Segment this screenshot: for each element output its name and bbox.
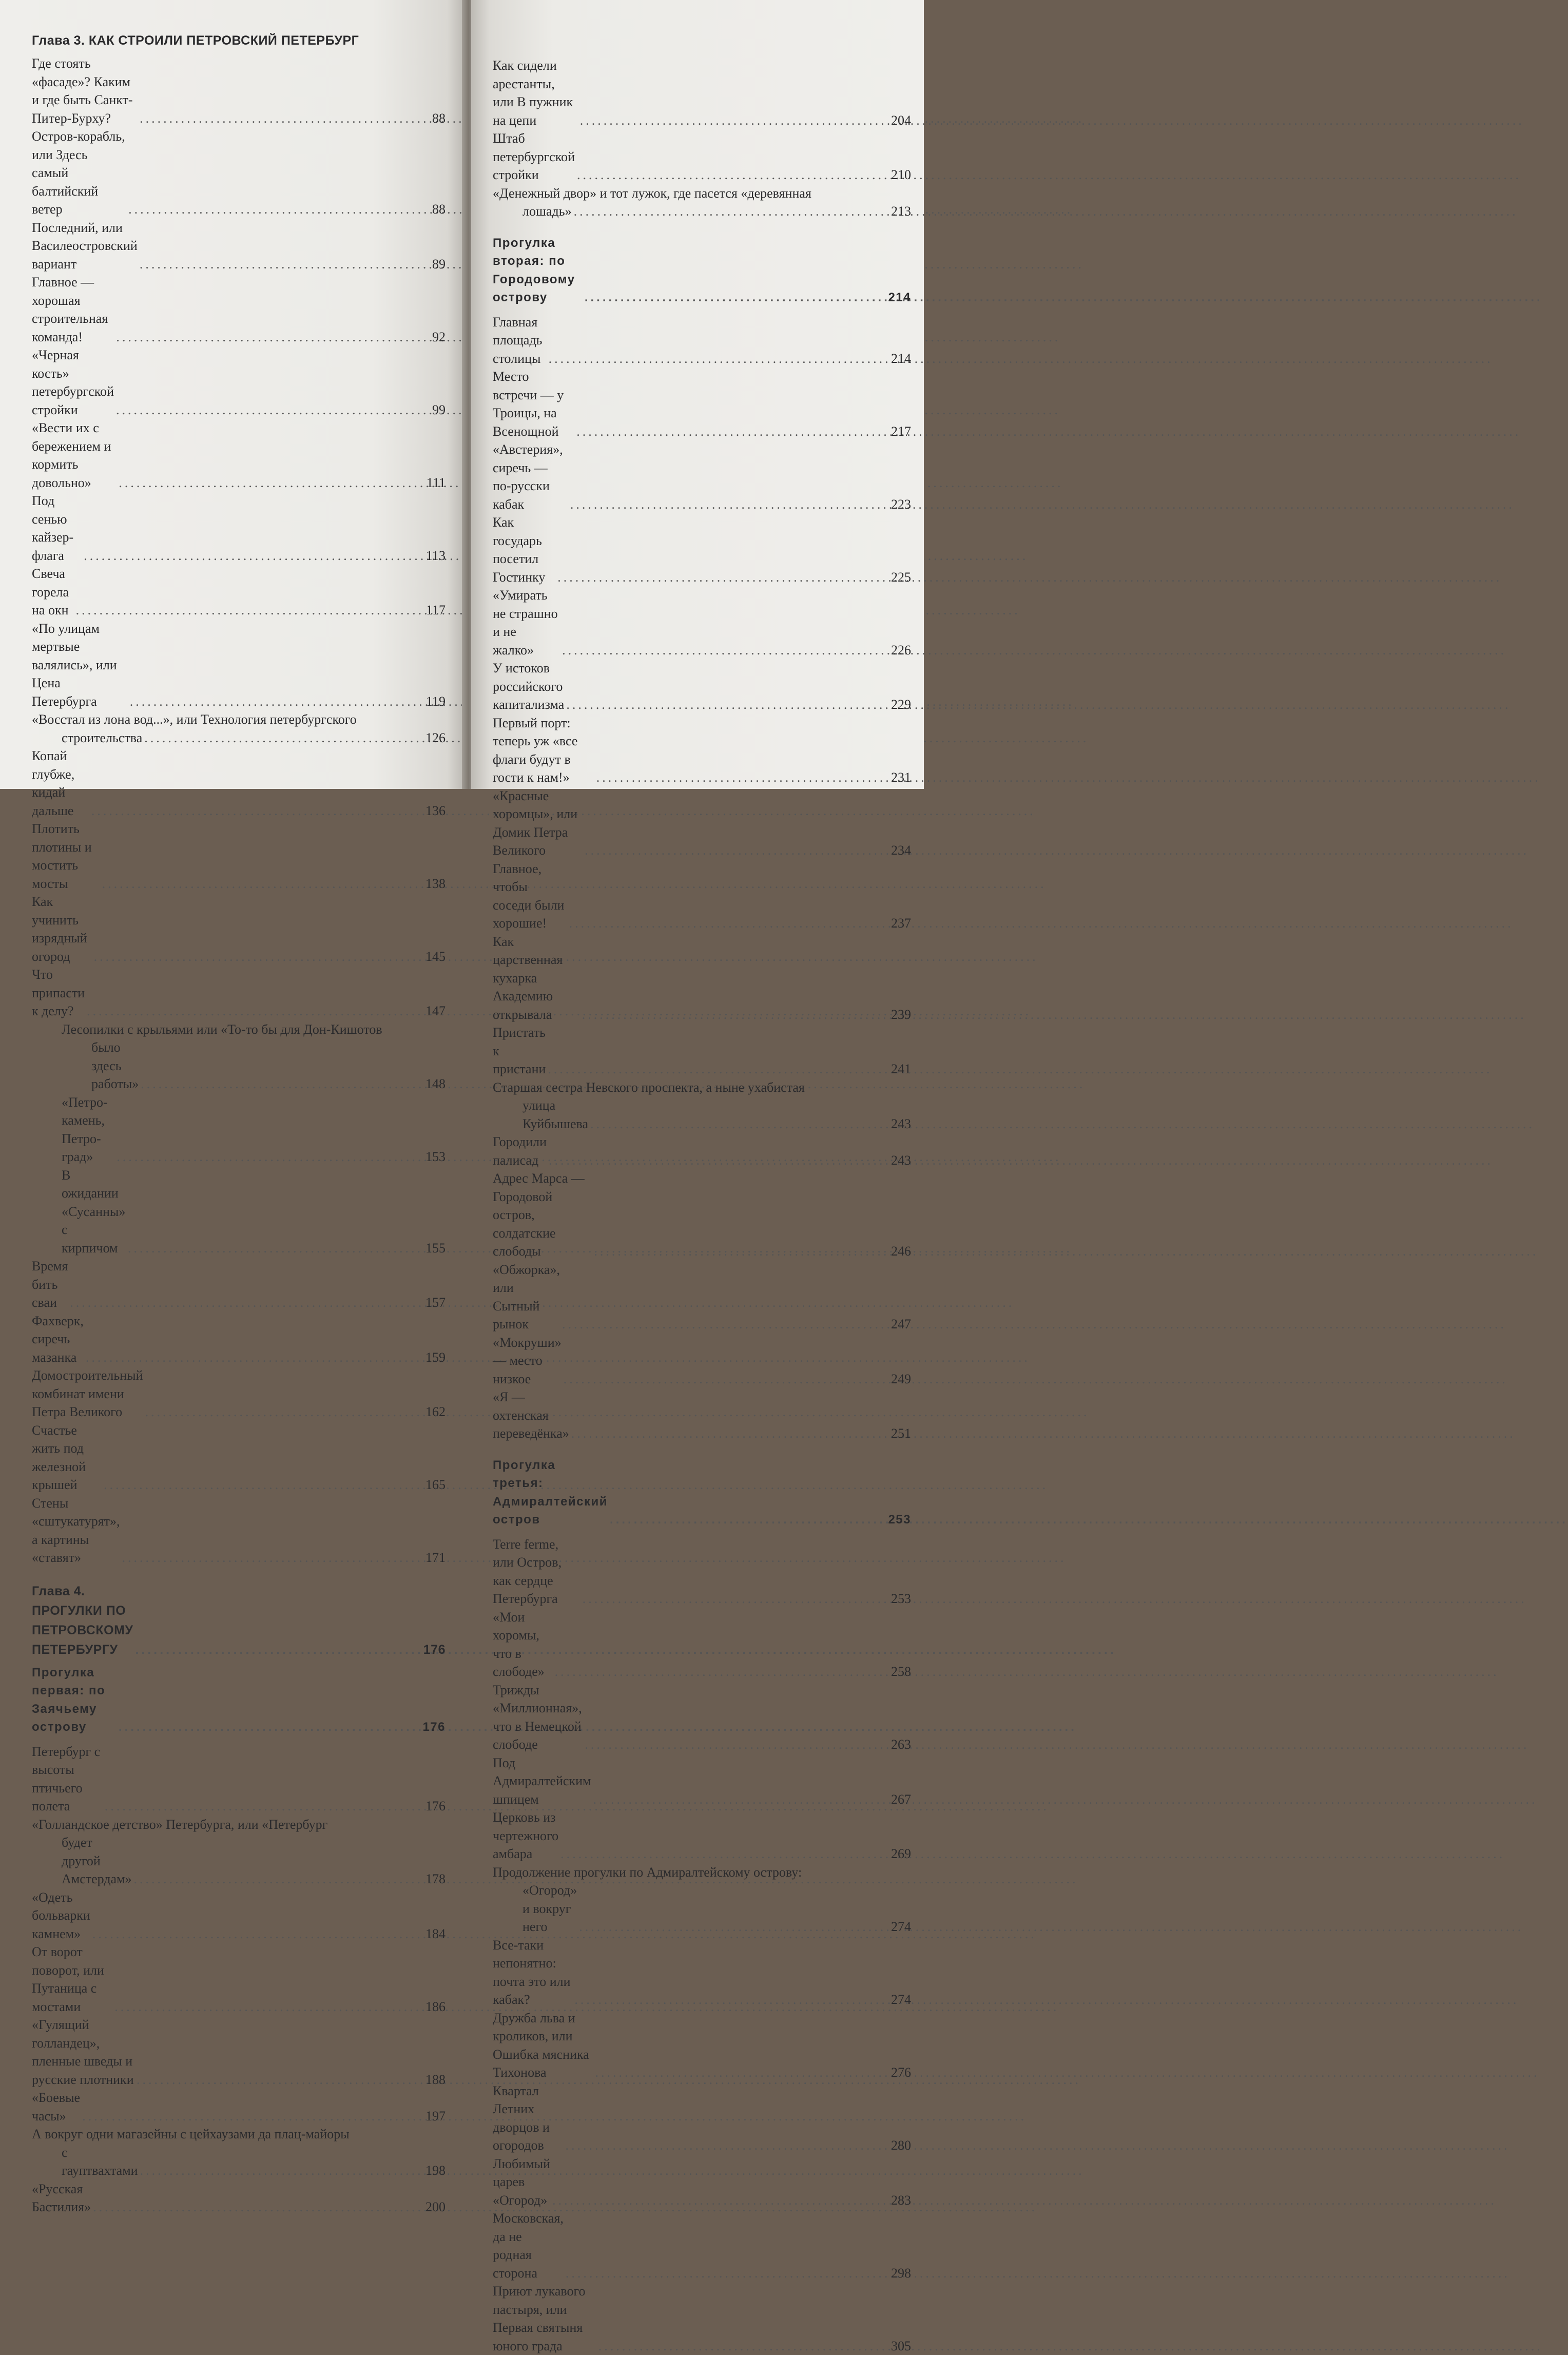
toc-entry: Городили палисад ..... 243 <box>493 1133 911 1169</box>
toc-entry: Счастье жить под железной крышей ..... 165 <box>32 1421 446 1494</box>
toc-entry: Свеча горела на окн ..... 117 <box>32 565 446 620</box>
toc-entry: Петербург с высоты птичьего полета ..... 176 <box>32 1743 446 1816</box>
toc-entry: Где стоять «фасаде»? Каким и где быть Санкт-Питер-Бурху? ..... 88 <box>32 54 446 127</box>
walk-3-heading: Прогулка третья: Адмиралтейский остров ..... 253 <box>493 1456 911 1529</box>
toc-entry: Стены «сштукатурят», а картины «ставят» ..... 171 <box>32 1494 446 1567</box>
toc-list-walk-1 <box>32 1743 446 2216</box>
toc-entry-wrapped: «Голландское детство» Петербурга, или «Петербург будет другой Амстердам» ..... 178 <box>32 1816 446 1888</box>
left-page <box>0 0 466 789</box>
toc-entry: Адрес Марса — Городовой остров, солдатские слободы ..... 246 <box>493 1169 911 1261</box>
toc-entry: Главное — хорошая строительная команда! ..... 92 <box>32 273 446 346</box>
toc-entry: Как государь посетил Гостинку ..... 225 <box>493 513 911 586</box>
toc-entry-wrapped: Старшая сестра Невского проспекта, а ныне ухабистая улица Куйбышева ..... 243 <box>493 1078 911 1133</box>
toc-subentry: «Петро-камень, Петро-град» ..... 153 <box>32 1093 446 1166</box>
toc-entry: Пристать к пристани ..... 241 <box>493 1024 911 1078</box>
toc-entry: «Я — охтенская переведёнка» ..... 251 <box>493 1388 911 1443</box>
toc-entry: Все-таки непонятно: почта это или кабак? ..... 274 <box>493 1936 911 2009</box>
toc-entry: «Мокруши» — место низкое ..... 249 <box>493 1334 911 1388</box>
toc-subentry-wrapped: Лесопилки с крыльями или «То-то бы для Дон-Кишотов было здесь работы» ..... 148 <box>32 1020 446 1093</box>
toc-entry: «Гулящий голландец», пленные шведы и русские плотники ..... 188 <box>32 2016 446 2089</box>
toc-entry: Любимый царев «Огород» ..... 283 <box>493 2155 911 2210</box>
toc-entry: Как сидели арестанты, или В пужник на цепи ..... 204 <box>493 56 911 129</box>
toc-entry: «Мои хоромы, что в слободе» ..... 258 <box>493 1608 911 1681</box>
chapter-3-heading <box>32 31 446 50</box>
toc-entry: «Австерия», сиречь — по-русски кабак ..... 223 <box>493 440 911 513</box>
toc-list-walk-2 <box>493 313 911 1443</box>
toc-entry: Под сенью кайзер-флага ..... 113 <box>32 492 446 565</box>
toc-entry: Terre ferme, или Остров, как сердце Петербурга ..... 253 <box>493 1535 911 1608</box>
toc-entry: Остров-корабль, или Здесь самый балтийский ветер ..... 88 <box>32 127 446 219</box>
toc-entry-wrapped: «Восстал из лона вод...», или Технология петербургского строительства ..... 126 <box>32 710 446 747</box>
chapter-title: Глава 3. КАК СТРОИЛИ ПЕТРОВСКИЙ ПЕТЕРБУРГ <box>32 33 359 48</box>
toc-list-walk-3 <box>493 1535 911 2355</box>
chapter-4-heading <box>32 1581 446 1659</box>
toc-entry: Фахверк, сиречь мазанка ..... 159 <box>32 1312 446 1367</box>
toc-entry: «Черная кость» петербургской стройки ..... 99 <box>32 346 446 419</box>
toc-entry: Последний, или Василеостровский вариант ..... 89 <box>32 219 446 274</box>
right-page <box>471 0 924 789</box>
chapter-page: 176 <box>423 1640 446 1659</box>
toc-list-walk-1-cont <box>493 56 911 221</box>
toc-entry: Место встречи — у Троицы, на Всенощной ..... 217 <box>493 368 911 440</box>
toc-entry: «Вести их с бережением и кормить довольно» ..... 111 <box>32 419 446 492</box>
toc-entry: Первый порт: теперь уж «все флаги будут в гости к нам!» ..... 231 <box>493 714 911 787</box>
toc-entry: Квартал Летних дворцов и огородов ..... 280 <box>493 2082 911 2155</box>
toc-entry: «Красные хоромцы», или Домик Петра Великого ..... 234 <box>493 787 911 860</box>
toc-entry: «Умирать не страшно и не жалко» ..... 226 <box>493 586 911 659</box>
toc-entry: «Боевые часы» ..... 197 <box>32 2089 446 2125</box>
toc-list-chapter-3 <box>32 54 446 1567</box>
toc-entry: Под Адмиралтейским шпицем ..... 267 <box>493 1754 911 1809</box>
toc-entry: Церковь из чертежного амбара ..... 269 <box>493 1808 911 1863</box>
toc-entry: Московская, да не родная сторона ..... 298 <box>493 2209 911 2282</box>
toc-entry: Главная площадь столицы ..... 214 <box>493 313 911 368</box>
toc-entry: «Русская Бастилия» ..... 200 <box>32 2180 446 2216</box>
toc-entry: Как царственная кухарка Академию открывала ..... 239 <box>493 933 911 1024</box>
toc-entry-wrapped: А вокруг одни магазейны с цейхаузами да плац-майоры с гауптвахтами ..... 198 <box>32 2125 446 2180</box>
toc-entry: От ворот поворот, или Путаница с мостами ..... 186 <box>32 1943 446 2016</box>
toc-entry: Как учинить изрядный огород ..... 145 <box>32 893 446 966</box>
walk-2-heading: Прогулка вторая: по Городовому острову ..... 214 <box>493 234 911 307</box>
toc-entry: Штаб петербургской стройки ..... 210 <box>493 129 911 184</box>
toc-entry: Главное, чтобы соседи были хорошие! ..... 237 <box>493 860 911 933</box>
toc-subentry: В ожидании «Сусанны» с кирпичом ..... 155 <box>32 1166 446 1258</box>
toc-entry-wrapped: Продолжение прогулки по Адмиралтейскому острову: «Огород» и вокруг него ..... 274 <box>493 1863 911 1936</box>
toc-entry: Дружба льва и кроликов, или Ошибка мясника Тихонова ..... 276 <box>493 2009 911 2082</box>
toc-entry: Трижды «Миллионная», что в Немецкой слободе ..... 263 <box>493 1681 911 1754</box>
toc-entry: Домостроительный комбинат имени Петра Великого ..... 162 <box>32 1366 446 1421</box>
toc-entry-wrapped: «Денежный двор» и тот лужок, где пасется «деревянная лошадь» ..... 213 <box>493 184 911 221</box>
book-spread <box>0 0 924 789</box>
toc-entry: Копай глубже, кидай дальше ..... 136 <box>32 747 446 820</box>
toc-entry: Что припасти к делу? ..... 147 <box>32 966 446 1020</box>
toc-entry: У истоков российского капитализма ..... 229 <box>493 659 911 714</box>
toc-entry: Плотить плотины и мостить мосты ..... 138 <box>32 820 446 893</box>
toc-entry: «По улицам мертвые валялись», или Цена Петербурга ..... 119 <box>32 620 446 711</box>
walk-1-heading: Прогулка первая: по Заячьему острову ..... 176 <box>32 1664 446 1736</box>
chapter-title: Глава 4. ПРОГУЛКИ ПО ПЕТРОВСКОМУ ПЕТЕРБУРГУ <box>32 1581 133 1659</box>
toc-entry: Время бить сваи ..... 157 <box>32 1257 446 1312</box>
toc-entry: «Одеть больварки камнем» ..... 184 <box>32 1888 446 1943</box>
toc-entry: Приют лукавого пастыря, или Первая святыня юного града ..... 305 <box>493 2282 911 2355</box>
toc-entry: «Обжорка», или Сытный рынок ..... 247 <box>493 1261 911 1334</box>
